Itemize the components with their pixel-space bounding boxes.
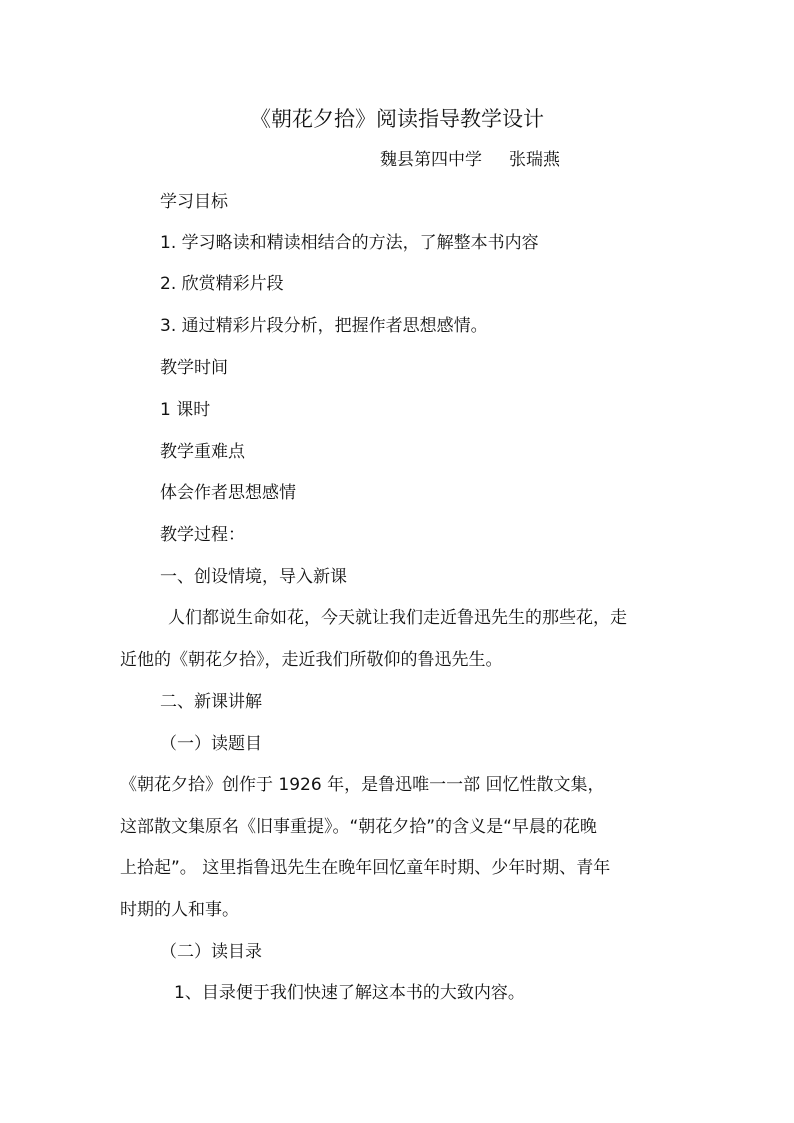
body-paragraph-line: 上拾起”。 这里指鲁迅先生在晚年回忆童年时期、少年时期、青年 bbox=[120, 858, 611, 878]
subsection-heading-2: （二）读目录 bbox=[160, 942, 262, 962]
time-heading: 教学时间 bbox=[160, 358, 228, 378]
goals-heading: 学习目标 bbox=[160, 192, 228, 212]
time-value: 1 课时 bbox=[160, 400, 211, 420]
subsection-heading-1: （一）读题目 bbox=[160, 734, 262, 754]
goal-item-2: 2. 欣赏精彩片段 bbox=[160, 274, 284, 294]
process-heading: 教学过程： bbox=[160, 525, 245, 545]
key-heading: 教学重难点 bbox=[160, 442, 245, 462]
key-value: 体会作者思想感情 bbox=[160, 483, 296, 503]
goal-item-3: 3. 通过精彩片段分析，把握作者思想感情。 bbox=[160, 316, 488, 336]
section-heading-1: 一、创设情境，导入新课 bbox=[160, 567, 347, 587]
document-title: 《朝花夕拾》阅读指导教学设计 bbox=[250, 107, 544, 131]
section-heading-2: 二、新课讲解 bbox=[160, 692, 262, 712]
author-line: 魏县第四中学 张瑞燕 bbox=[380, 150, 561, 170]
goal-item-1: 1. 学习略读和精读相结合的方法，了解整本书内容 bbox=[160, 233, 539, 253]
list-item-1: 1、目录便于我们快速了解这本书的大致内容。 bbox=[174, 983, 525, 1003]
intro-paragraph-line: 人们都说生命如花，今天就让我们走近鲁迅先生的那些花，走 bbox=[168, 608, 627, 628]
intro-paragraph-line: 近他的《朝花夕拾》，走近我们所敬仰的鲁迅先生。 bbox=[120, 650, 503, 670]
body-paragraph-line: 时期的人和事。 bbox=[120, 900, 239, 920]
body-paragraph-line: 这部散文集原名《旧事重提》。“朝花夕拾”的含义是“早晨的花晚 bbox=[120, 817, 597, 837]
body-paragraph-line: 《朝花夕拾》创作于 1926 年，是鲁迅唯一一部 回忆性散文集， bbox=[120, 775, 605, 795]
